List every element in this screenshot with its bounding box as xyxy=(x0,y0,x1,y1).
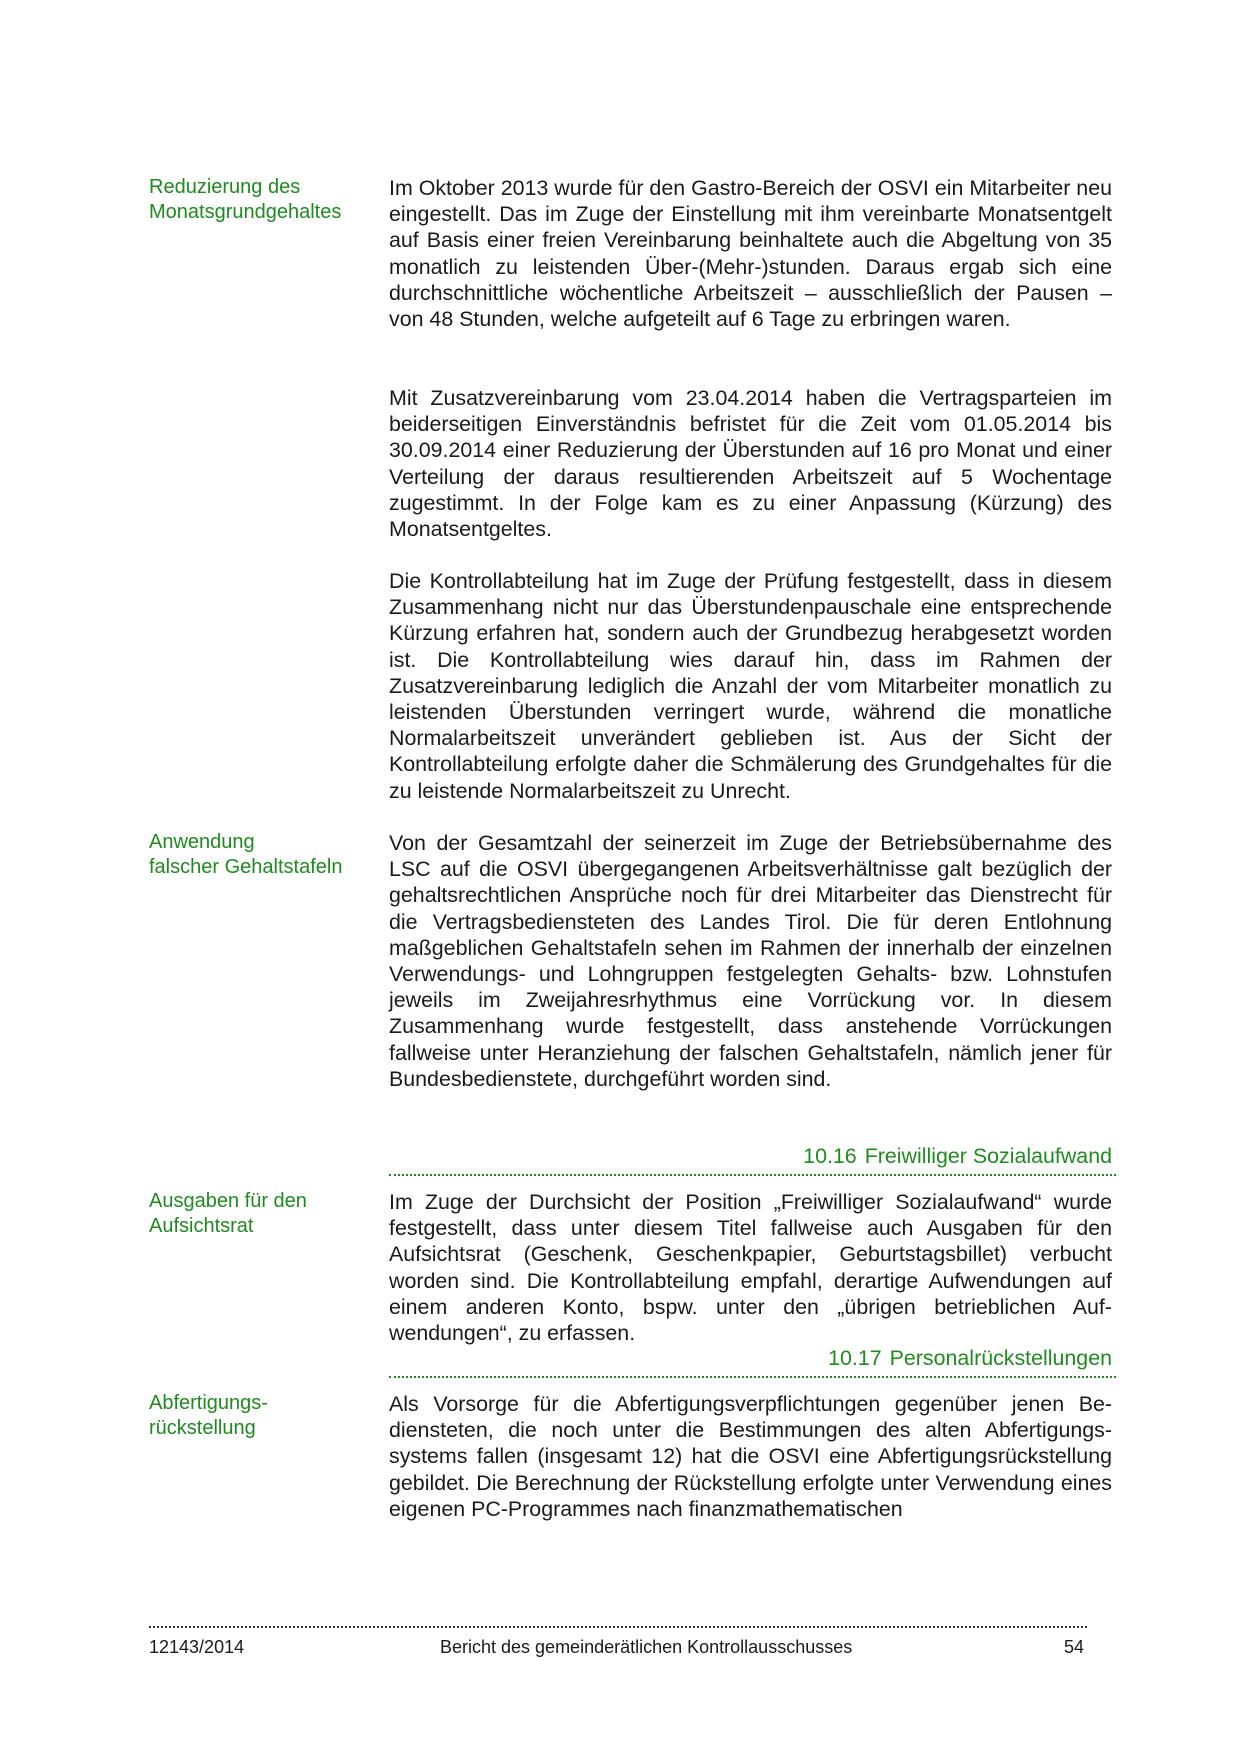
heading-title: Freiwilliger Sozialaufwand xyxy=(864,1144,1112,1168)
heading-number: 10.16 xyxy=(803,1144,857,1168)
paragraph-oktober-2013: Im Oktober 2013 wurde für den Gastro-Bereich der OSVI ein Mitarbeiter neu eingestellt. Das im Zuge der Einstellung mit ihm vereinbarte Monatsentgelt auf Basis einer freien Vereinbarung beinhaltete auch die Abgeltung von 35 monatlich zu leistenden Über-(Mehr-)stunden. Daraus ergab sich eine durchschnittliche wöchentliche Arbeitszeit – ausschließlich der Pausen – von 48 Stunden, welche aufgeteilt auf 6 Tage zu erbringen waren. xyxy=(389,176,1112,332)
footer-doc-number: 12143/2014 xyxy=(149,1637,245,1657)
paragraph-zusatzvereinbarung: Mit Zusatzvereinbarung vom 23.04.2014 haben die Vertragsparteien im beiderseitigen Einverständnis befristet für die Zeit vom 01.05.2014 bis 30.09.2014 einer Reduzierung der Überstunden auf 16 pro Monat und einer Verteilung der daraus resultierenden Arbeitszeit auf 5 Wochentage zugestimmt. In der Folge kam es zu einer Anpassung (Kürzung) des Monatsentgeltes. xyxy=(389,386,1112,542)
section-heading-10-16 xyxy=(389,1143,1112,1169)
paragraph-kontrollabteilung-pruefung: Die Kontrollabteilung hat im Zuge der Prüfung festgestellt, dass in diesem Zusammenhang nicht nur das Überstundenpauschale eine entsprechende Kürzung erfahren hat, sondern auch der Grundbezug herabgesetzt worden ist. Die Kontrollabteilung wies darauf hin, dass im Rahmen der Zusatzvereinbarung lediglich die Anzahl der vom Mitarbeiter monatlich zu leistenden Überstunden verringert wurde, während die monatliche Normalarbeitszeit unverändert geblieben ist. Aus der Sicht der Kontrollabteilung erfolgte daher die Schmälerung des Grundgehaltes für die zu leistende Normalarbeitszeit zu Unrecht. xyxy=(389,569,1112,803)
heading-divider-10-16 xyxy=(389,1174,1116,1176)
paragraph-abfertigungsrueckstellung: Als Vorsorge für die Abfertigungsverpflichtungen gegenüber jenen Bediensteten, die noch unter die Bestimmungen des alten Abfertigungssystems fallen (insgesamt 12) hat die OSVI eine Abfertigungsrückstellung gebildet. Die Berechnung der Rückstellung erfolgte unter Verwendung eines eigenen PC-Programmes nach finanzmathematischen xyxy=(389,1392,1112,1521)
paragraph-freiwilliger-sozialaufwand: Im Zuge der Durchsicht der Position „Freiwilliger Sozialaufwand“ wurde festgestellt, dass unter diesem Titel fallweise auch Ausgaben für den Aufsichtsrat (Geschenk, Geschenkpapier, Geburtstagsbillet) verbucht worden sind. Die Kontrollabteilung empfahl, derartige Aufwendungen auf einem anderen Konto, bspw. unter den „übrigen betrieblichen Aufwendungen“, zu erfassen. xyxy=(389,1190,1112,1346)
margin-note-gehaltstafeln: Anwendung falscher Gehaltstafeln xyxy=(149,831,343,878)
footer-divider xyxy=(149,1626,1087,1628)
margin-note-reduzierung: Reduzierung des Monatsgrundgehaltes xyxy=(149,176,342,223)
footer-title: Bericht des gemeinderätlichen Kontrollausschusses xyxy=(440,1637,853,1657)
margin-note-aufsichtsrat: Ausgaben für den Aufsichtsrat xyxy=(149,1190,307,1237)
heading-number: 10.17 xyxy=(828,1346,882,1370)
heading-title: Personalrückstellungen xyxy=(889,1346,1112,1370)
margin-note-abfertigung: Abfertigungs- rückstellung xyxy=(149,1392,268,1439)
footer-page-number: 54 xyxy=(1064,1637,1085,1657)
section-heading-10-17 xyxy=(389,1345,1112,1371)
heading-divider-10-17 xyxy=(389,1376,1116,1378)
paragraph-gesamtzahl: Von der Gesamtzahl der seinerzeit im Zuge der Betriebsübernahme des LSC auf die OSVI übergegangenen Arbeitsverhältnisse galt bezüglich der gehaltsrechtlichen Ansprüche noch für drei Mitarbeiter das Dienstrecht für die Vertragsbediensteten des Landes Tirol. Die für deren Entlohnung maßgeblichen Gehaltstafeln sehen im Rahmen der innerhalb der einzelnen Verwendungs- und Lohngruppen festgelegten Gehalts- bzw. Lohnstufen jeweils im Zweijahresrhythmus eine Vorrückung vor. In diesem Zusammenhang wurde festgestellt, dass anstehende Vorrückungen fallweise unter Heranziehung der falschen Gehaltstafeln, nämlich jener für Bundesbedienstete, durchgeführt worden sind. xyxy=(389,831,1112,1091)
